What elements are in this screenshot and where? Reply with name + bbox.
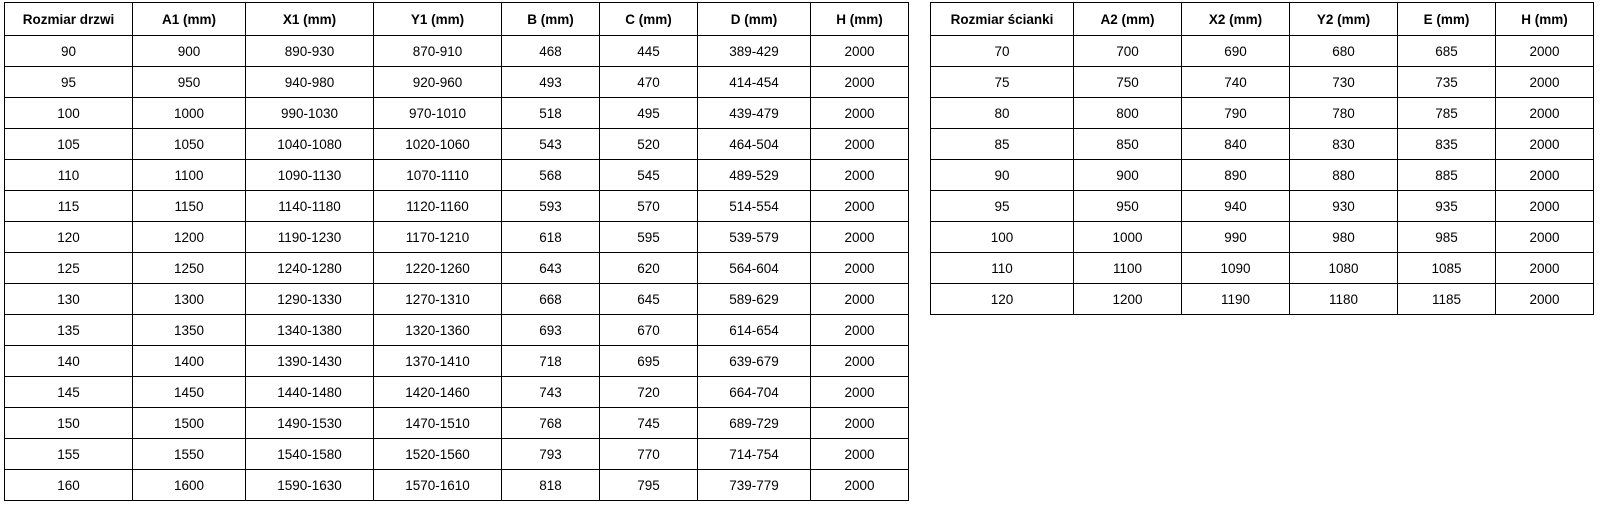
cell: 770 <box>600 439 698 470</box>
cell: 668 <box>502 284 600 315</box>
cell: 520 <box>600 129 698 160</box>
cell: 1140-1180 <box>246 191 374 222</box>
cell: 2000 <box>1496 98 1594 129</box>
cell: 1000 <box>133 98 246 129</box>
cell: 720 <box>600 377 698 408</box>
cell: 1080 <box>1290 253 1398 284</box>
column-header-y1: Y1 (mm) <box>374 3 502 36</box>
cell: 2000 <box>811 408 909 439</box>
cell: 2000 <box>811 346 909 377</box>
cell: 1270-1310 <box>374 284 502 315</box>
table-row <box>5 284 909 315</box>
cell: 2000 <box>811 98 909 129</box>
cell: 464-504 <box>698 129 811 160</box>
column-header-x2: X2 (mm) <box>1182 3 1290 36</box>
walls-table-body <box>931 36 1594 315</box>
cell: 85 <box>931 129 1074 160</box>
cell: 790 <box>1182 98 1290 129</box>
cell: 160 <box>5 470 133 501</box>
cell: 1500 <box>133 408 246 439</box>
table-row <box>5 191 909 222</box>
cell: 468 <box>502 36 600 67</box>
cell: 2000 <box>811 67 909 98</box>
cell: 105 <box>5 129 133 160</box>
table-row <box>5 67 909 98</box>
column-header-y2: Y2 (mm) <box>1290 3 1398 36</box>
table-row <box>5 160 909 191</box>
cell: 940 <box>1182 191 1290 222</box>
cell: 818 <box>502 470 600 501</box>
cell: 414-454 <box>698 67 811 98</box>
cell: 2000 <box>811 36 909 67</box>
cell: 740 <box>1182 67 1290 98</box>
table-row <box>5 408 909 439</box>
cell: 2000 <box>811 315 909 346</box>
cell: 2000 <box>811 222 909 253</box>
table-row <box>5 253 909 284</box>
cell: 2000 <box>1496 67 1594 98</box>
cell: 930 <box>1290 191 1398 222</box>
cell: 970-1010 <box>374 98 502 129</box>
table-row <box>5 36 909 67</box>
cell: 593 <box>502 191 600 222</box>
table-row <box>931 222 1594 253</box>
table-row <box>931 160 1594 191</box>
cell: 1040-1080 <box>246 129 374 160</box>
cell: 1000 <box>1074 222 1182 253</box>
cell: 1180 <box>1290 284 1398 315</box>
doors-table-body <box>5 36 909 501</box>
cell: 1520-1560 <box>374 439 502 470</box>
cell: 885 <box>1398 160 1496 191</box>
cell: 835 <box>1398 129 1496 160</box>
cell: 115 <box>5 191 133 222</box>
cell: 743 <box>502 377 600 408</box>
cell: 1370-1410 <box>374 346 502 377</box>
cell: 639-679 <box>698 346 811 377</box>
cell: 1240-1280 <box>246 253 374 284</box>
cell: 493 <box>502 67 600 98</box>
cell: 1470-1510 <box>374 408 502 439</box>
cell: 1090-1130 <box>246 160 374 191</box>
cell: 714-754 <box>698 439 811 470</box>
cell: 564-604 <box>698 253 811 284</box>
cell: 570 <box>600 191 698 222</box>
cell: 620 <box>600 253 698 284</box>
table-row <box>5 346 909 377</box>
doors-dimensions-table <box>4 2 909 501</box>
cell: 495 <box>600 98 698 129</box>
table-row <box>931 98 1594 129</box>
column-header-rozmiar-scianki: Rozmiar ścianki <box>931 3 1074 36</box>
cell: 2000 <box>811 160 909 191</box>
cell: 125 <box>5 253 133 284</box>
cell: 1090 <box>1182 253 1290 284</box>
cell: 135 <box>5 315 133 346</box>
column-header-a1: A1 (mm) <box>133 3 246 36</box>
cell: 1085 <box>1398 253 1496 284</box>
cell: 1390-1430 <box>246 346 374 377</box>
cell: 2000 <box>1496 191 1594 222</box>
cell: 1190 <box>1182 284 1290 315</box>
cell: 439-479 <box>698 98 811 129</box>
cell: 1250 <box>133 253 246 284</box>
cell: 595 <box>600 222 698 253</box>
cell: 690 <box>1182 36 1290 67</box>
cell: 950 <box>1074 191 1182 222</box>
cell: 1050 <box>133 129 246 160</box>
walls-dimensions-table-container <box>930 2 1594 315</box>
cell: 645 <box>600 284 698 315</box>
cell: 1400 <box>133 346 246 377</box>
cell: 110 <box>5 160 133 191</box>
cell: 990 <box>1182 222 1290 253</box>
cell: 985 <box>1398 222 1496 253</box>
cell: 518 <box>502 98 600 129</box>
cell: 795 <box>600 470 698 501</box>
cell: 110 <box>931 253 1074 284</box>
cell: 2000 <box>811 253 909 284</box>
cell: 880 <box>1290 160 1398 191</box>
cell: 1170-1210 <box>374 222 502 253</box>
cell: 2000 <box>811 470 909 501</box>
cell: 614-654 <box>698 315 811 346</box>
table-header-row <box>5 3 909 36</box>
cell: 90 <box>931 160 1074 191</box>
cell: 1550 <box>133 439 246 470</box>
cell: 2000 <box>1496 160 1594 191</box>
table-row <box>931 36 1594 67</box>
cell: 940-980 <box>246 67 374 98</box>
cell: 145 <box>5 377 133 408</box>
cell: 1150 <box>133 191 246 222</box>
cell: 850 <box>1074 129 1182 160</box>
cell: 470 <box>600 67 698 98</box>
column-header-rozmiar-drzwi: Rozmiar drzwi <box>5 3 133 36</box>
cell: 785 <box>1398 98 1496 129</box>
cell: 1570-1610 <box>374 470 502 501</box>
cell: 1100 <box>1074 253 1182 284</box>
column-header-c: C (mm) <box>600 3 698 36</box>
table-header-row <box>931 3 1594 36</box>
cell: 840 <box>1182 129 1290 160</box>
table-row <box>5 470 909 501</box>
cell: 664-704 <box>698 377 811 408</box>
cell: 150 <box>5 408 133 439</box>
cell: 800 <box>1074 98 1182 129</box>
cell: 1200 <box>1074 284 1182 315</box>
table-row <box>931 253 1594 284</box>
cell: 718 <box>502 346 600 377</box>
cell: 1450 <box>133 377 246 408</box>
cell: 2000 <box>1496 129 1594 160</box>
cell: 445 <box>600 36 698 67</box>
cell: 2000 <box>1496 36 1594 67</box>
cell: 130 <box>5 284 133 315</box>
table-row <box>931 284 1594 315</box>
cell: 1185 <box>1398 284 1496 315</box>
cell: 618 <box>502 222 600 253</box>
cell: 543 <box>502 129 600 160</box>
table-row <box>931 129 1594 160</box>
cell: 568 <box>502 160 600 191</box>
column-header-b: B (mm) <box>502 3 600 36</box>
cell: 1190-1230 <box>246 222 374 253</box>
cell: 1440-1480 <box>246 377 374 408</box>
cell: 1600 <box>133 470 246 501</box>
cell: 890-930 <box>246 36 374 67</box>
cell: 793 <box>502 439 600 470</box>
cell: 70 <box>931 36 1074 67</box>
cell: 900 <box>1074 160 1182 191</box>
walls-table-header <box>931 3 1594 36</box>
cell: 545 <box>600 160 698 191</box>
cell: 935 <box>1398 191 1496 222</box>
cell: 75 <box>931 67 1074 98</box>
cell: 120 <box>931 284 1074 315</box>
cell: 2000 <box>811 284 909 315</box>
cell: 643 <box>502 253 600 284</box>
walls-dimensions-table <box>930 2 1594 315</box>
cell: 920-960 <box>374 67 502 98</box>
table-row <box>931 191 1594 222</box>
column-header-e: E (mm) <box>1398 3 1496 36</box>
cell: 2000 <box>1496 222 1594 253</box>
cell: 120 <box>5 222 133 253</box>
cell: 1540-1580 <box>246 439 374 470</box>
cell: 680 <box>1290 36 1398 67</box>
cell: 489-529 <box>698 160 811 191</box>
cell: 140 <box>5 346 133 377</box>
cell: 1070-1110 <box>374 160 502 191</box>
cell: 2000 <box>811 377 909 408</box>
cell: 830 <box>1290 129 1398 160</box>
cell: 2000 <box>811 439 909 470</box>
cell: 1200 <box>133 222 246 253</box>
cell: 589-629 <box>698 284 811 315</box>
cell: 685 <box>1398 36 1496 67</box>
cell: 950 <box>133 67 246 98</box>
cell: 890 <box>1182 160 1290 191</box>
cell: 750 <box>1074 67 1182 98</box>
column-header-d: D (mm) <box>698 3 811 36</box>
cell: 670 <box>600 315 698 346</box>
cell: 100 <box>931 222 1074 253</box>
table-row <box>5 129 909 160</box>
cell: 1350 <box>133 315 246 346</box>
table-row <box>5 98 909 129</box>
cell: 1020-1060 <box>374 129 502 160</box>
cell: 730 <box>1290 67 1398 98</box>
cell: 870-910 <box>374 36 502 67</box>
table-row <box>931 67 1594 98</box>
cell: 739-779 <box>698 470 811 501</box>
cell: 693 <box>502 315 600 346</box>
cell: 514-554 <box>698 191 811 222</box>
cell: 100 <box>5 98 133 129</box>
cell: 155 <box>5 439 133 470</box>
table-row <box>5 377 909 408</box>
cell: 2000 <box>1496 284 1594 315</box>
cell: 1120-1160 <box>374 191 502 222</box>
column-header-h: H (mm) <box>811 3 909 36</box>
column-header-a2: A2 (mm) <box>1074 3 1182 36</box>
cell: 539-579 <box>698 222 811 253</box>
cell: 735 <box>1398 67 1496 98</box>
cell: 1490-1530 <box>246 408 374 439</box>
cell: 1290-1330 <box>246 284 374 315</box>
cell: 80 <box>931 98 1074 129</box>
cell: 1340-1380 <box>246 315 374 346</box>
cell: 780 <box>1290 98 1398 129</box>
cell: 980 <box>1290 222 1398 253</box>
cell: 900 <box>133 36 246 67</box>
cell: 695 <box>600 346 698 377</box>
cell: 768 <box>502 408 600 439</box>
cell: 1300 <box>133 284 246 315</box>
table-row <box>5 222 909 253</box>
cell: 745 <box>600 408 698 439</box>
cell: 95 <box>5 67 133 98</box>
cell: 1220-1260 <box>374 253 502 284</box>
cell: 1100 <box>133 160 246 191</box>
column-header-x1: X1 (mm) <box>246 3 374 36</box>
doors-table-header <box>5 3 909 36</box>
cell: 2000 <box>811 191 909 222</box>
cell: 2000 <box>1496 253 1594 284</box>
table-row <box>5 439 909 470</box>
cell: 1420-1460 <box>374 377 502 408</box>
cell: 990-1030 <box>246 98 374 129</box>
table-row <box>5 315 909 346</box>
column-header-h: H (mm) <box>1496 3 1594 36</box>
cell: 689-729 <box>698 408 811 439</box>
cell: 1590-1630 <box>246 470 374 501</box>
cell: 389-429 <box>698 36 811 67</box>
cell: 2000 <box>811 129 909 160</box>
doors-dimensions-table-container <box>4 2 909 501</box>
cell: 95 <box>931 191 1074 222</box>
cell: 90 <box>5 36 133 67</box>
cell: 700 <box>1074 36 1182 67</box>
cell: 1320-1360 <box>374 315 502 346</box>
